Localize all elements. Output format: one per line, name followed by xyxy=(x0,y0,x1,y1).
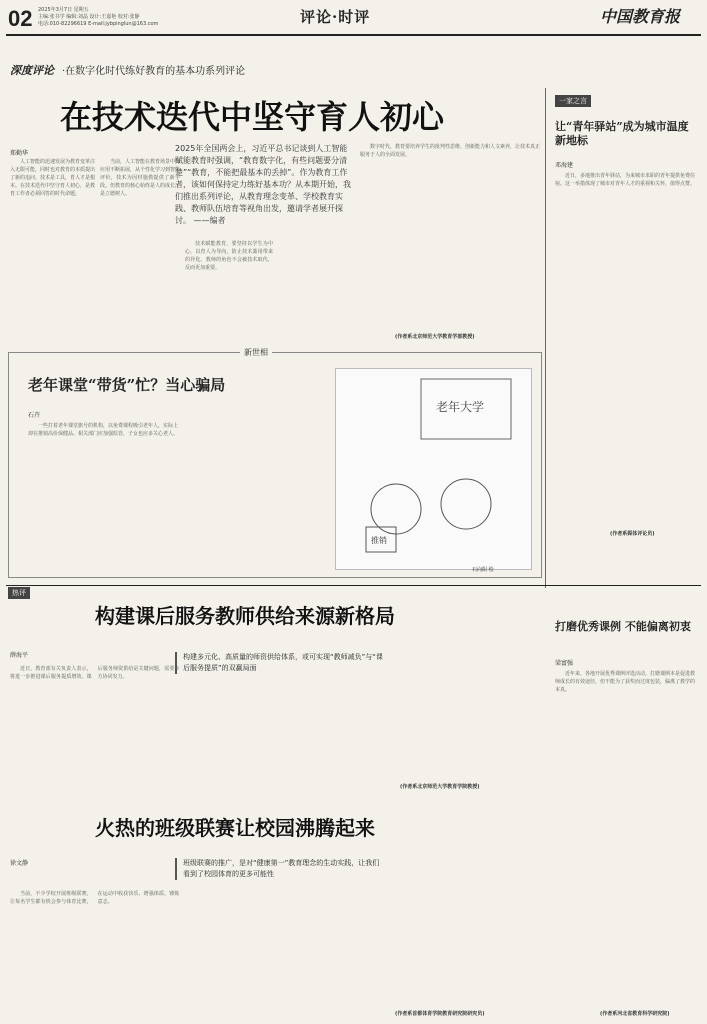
third-headline: 火热的班级联赛让校园沸腾起来 xyxy=(95,816,375,840)
third-byline: 徐文静 xyxy=(10,860,29,867)
main-lead-text: 2025年全国两会上，习近平总书记谈到人工智能赋能教育时强调，“教育数字化，有些问题要分清楚”“教育，不能把最基本的丢掉”。作为教育工作者，该如何保持定力练好基本功？从本期开始，我们推出系列评论，从教育理念变革、学校教育实践、教师队伍培育等视角出发，邀请学者展开探讨。 xyxy=(175,144,351,225)
main-col-2 xyxy=(100,158,180,338)
newspaper-logo: 中国教育报 xyxy=(600,7,681,26)
hot-author-note: (作者系北京师范大学教育学院教授) xyxy=(400,784,480,790)
hot-pull-quote: 构建多元化、高质量的师资供给体系，或可实现“教师减负”与“课后服务提质”的双赢局面 xyxy=(175,652,383,674)
third-pull-quote: 班级联赛的推广，是对“健康第一”教育理念的生动实践，让我们看到了校园体育的更多可能性 xyxy=(175,858,383,880)
main-author-note: (作者系北京师范大学教育学部教授) xyxy=(395,334,475,340)
column-divider xyxy=(545,88,546,588)
issue-date: 2025年3月7日 星期五 xyxy=(38,7,89,13)
main-col-3 xyxy=(185,240,273,340)
page-number: 02 xyxy=(8,6,33,31)
cartoon-illustration xyxy=(335,368,532,570)
xinshixiang-tag: 新世相 xyxy=(240,347,272,358)
side2-para: 近年来，各地开展优秀课例评选活动。打磨课例本是促进教师成长的有效途径，但不能为了获奖而过度包装，偏离了教学的本真。 xyxy=(555,671,695,693)
cartoon-sign-text: 老年大学 xyxy=(436,400,485,414)
main-headline: 在技术迭代中坚守育人初心 xyxy=(60,98,445,136)
hot-headline: 构建课后服务教师供给来源新格局 xyxy=(95,604,395,628)
side2-author-note: (作者系河北省教育科学研究院) xyxy=(600,1011,670,1017)
third-para: 当前，不少学校开展班级联赛，让每名学生都有机会参与体育比赛，在运动中收获快乐、增强体质、锤炼意志。 xyxy=(10,891,180,905)
section-rule-hot xyxy=(6,585,701,586)
side1-para: 近日，多地推出青年驿站，为来城市求职的青年提供免费住宿。这一举措体现了城市对青年人才的重视和关怀，值得点赞。 xyxy=(555,173,695,187)
main-para-1: 人工智能的迅速发展为教育变革注入无限可能，同时也对教育的本质提出了新的追问。技术是工具，育人才是根本。在技术迭代中坚守育人初心，是教育工作者必须回答的时代命题。 xyxy=(10,159,95,197)
series-label: 深度评论 xyxy=(10,64,54,77)
side1-body xyxy=(555,172,695,527)
cartoon-box-text: 推销 xyxy=(371,536,387,545)
side1-byline: 邓海建 xyxy=(555,162,574,169)
header-rule xyxy=(6,34,701,36)
main-col-4 xyxy=(360,143,540,318)
main-para-4: 数字时代，教育要培养学生的批判性思维、创新能力和人文素养，让技术真正服务于人的全面发展。 xyxy=(360,144,540,158)
masthead-meta xyxy=(38,7,218,28)
hot-para: 近日，教育部有关负责人表示，将进一步推进课后服务提质增效。课后服务师资供给是关键问题，需要多方协同发力。 xyxy=(10,666,180,680)
xinshixiang-body xyxy=(28,422,178,572)
editor-credits: 主编:张书学 编辑:刘晶 设计:王嘉艳 校对:张静 xyxy=(38,14,140,20)
hot-review-tag: 热评 xyxy=(8,587,30,599)
opinion-tag: 一家之言 xyxy=(555,95,591,107)
side2-byline: 梁富强 xyxy=(555,660,574,667)
xinshixiang-byline: 石卉 xyxy=(28,412,41,419)
third-author-note: (作者系首都体育学院教育研究院研究员) xyxy=(395,1011,485,1017)
xinshixiang-para: 一些打着老年课堂旗号的机构，以免费课程吸引老年人，实际上却在推销高价保健品。相关部门应加强监管，子女也应多关心老人。 xyxy=(28,423,178,437)
hot-body xyxy=(10,665,530,775)
cartoon-credit: 石向阳 绘 xyxy=(472,567,494,573)
main-lead xyxy=(175,143,355,227)
series-subtitle: ·在数字化时代练好教育的基本功系列评论 xyxy=(62,66,246,77)
side1-author-note: (作者系媒体评论员) xyxy=(610,531,655,537)
side2-body xyxy=(555,670,695,1000)
main-para-3: 技术赋能教育，要坚持以学生为中心，以育人为导向，防止技术滥用带来的异化。教师的角色不会被技术取代，反而更加重要。 xyxy=(185,241,273,271)
third-body xyxy=(10,890,530,1005)
main-col-1 xyxy=(10,158,95,338)
contact-info: 电话:010-82296619 E-mail:jybpinglun@163.com xyxy=(38,21,159,27)
main-lead-sign: ——编者 xyxy=(193,216,226,225)
section-title: 评论·时评 xyxy=(300,8,371,26)
xinshixiang-headline: 老年课堂“带货”忙？当心骗局 xyxy=(28,376,226,394)
cartoon-drawing xyxy=(336,369,531,569)
hot-byline: 薛海平 xyxy=(10,652,29,659)
main-byline: 郑勤华 xyxy=(10,150,29,157)
main-para-2: 当前，人工智能在教育场景中的应用不断拓展，从个性化学习到智能评价，技术为因材施教提供了新手段。但教育的核心始终是人的成长，是立德树人。 xyxy=(100,159,180,197)
side1-headline: 让“青年驿站”成为城市温度新地标 xyxy=(555,120,689,147)
side2-headline: 打磨优秀课例 不能偏离初衷 xyxy=(555,620,691,633)
